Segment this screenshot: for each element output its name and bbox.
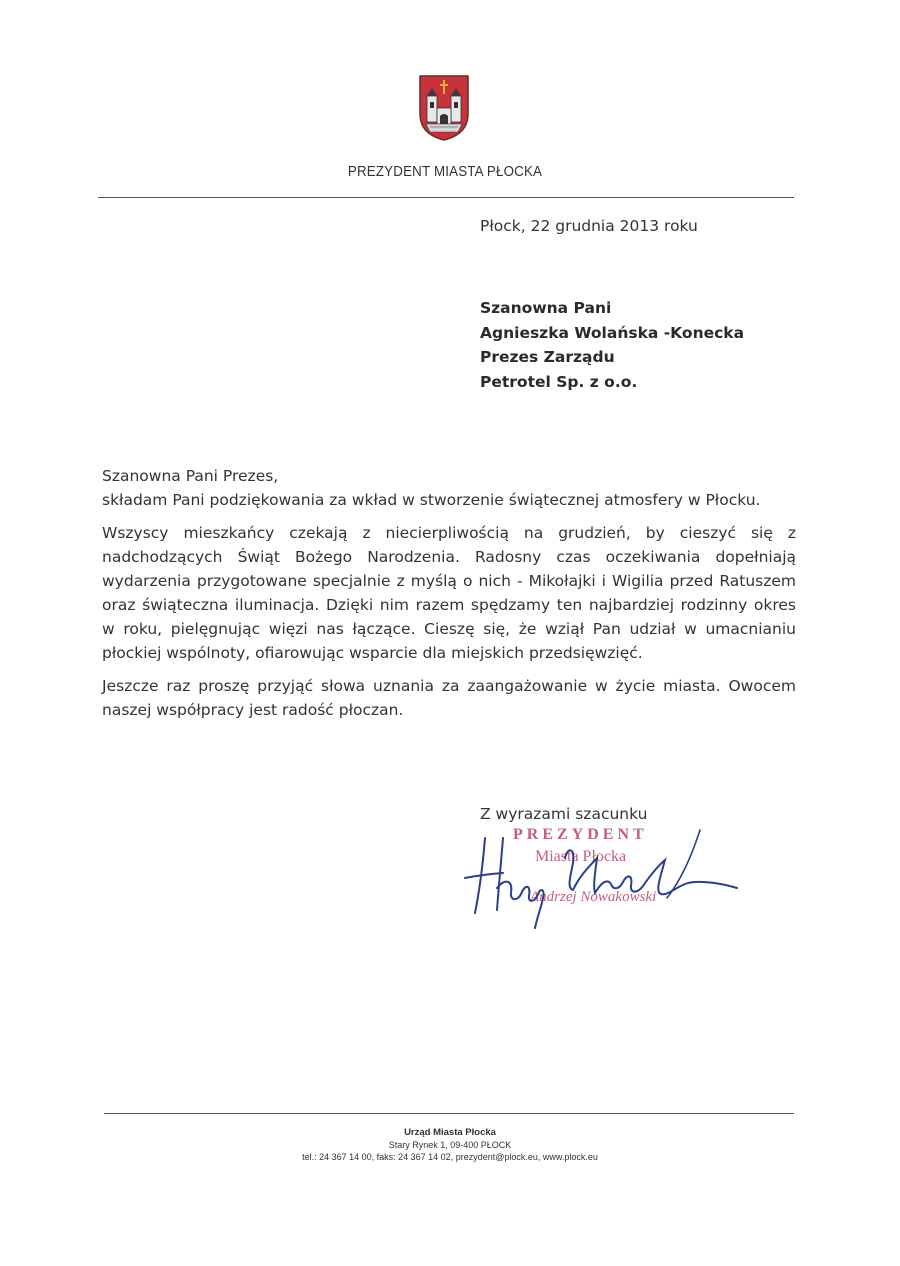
footer-contact: tel.: 24 367 14 00, faks: 24 367 14 02, prezydent@plock.eu, www.plock.eu	[302, 1152, 598, 1162]
recipient-block	[480, 296, 744, 394]
paragraph: składam Pani podziękowania za wkład w stworzenie świątecznej atmosfery w Płocku.	[102, 491, 761, 509]
recipient-title: Prezes Zarządu	[480, 348, 615, 366]
footer-office-name: Urząd Miasta Płocka	[404, 1127, 496, 1138]
letter-footer	[0, 1126, 900, 1163]
handwritten-signature-icon	[455, 818, 745, 933]
closing-phrase: Z wyrazami szacunku	[480, 805, 648, 823]
letter-date: Płock, 22 grudnia 2013 roku	[480, 217, 698, 235]
stamp-office: Miasta Płocka	[535, 848, 627, 865]
plock-coat-of-arms-icon	[418, 74, 470, 142]
recipient-company: Petrotel Sp. z o.o.	[480, 372, 638, 391]
footer-divider	[104, 1113, 794, 1114]
office-title: PREZYDENT MIASTA PŁOCKA	[347, 164, 543, 180]
recipient-line: Szanowna Pani	[480, 299, 612, 317]
stamp-title: PREZYDENT	[513, 826, 648, 843]
footer-address: Stary Rynek 1, 09-400 PŁOCK	[388, 1140, 512, 1150]
paragraph: Jeszcze raz proszę przyjąć słowa uznania za zaangażowanie w życie miasta. Owocem naszej współpracy jest radość płoczan.	[102, 677, 796, 719]
recipient-name: Agnieszka Wolańska -Konecka	[480, 323, 745, 342]
header-divider	[98, 197, 794, 198]
salutation: Szanowna Pani Prezes,	[102, 467, 279, 485]
paragraph: Wszyscy mieszkańcy czekają z niecierpliwością na grudzień, by cieszyć się z nadchodzących Świąt Bożego Narodzenia. Radosny czas oczekiwania dopełniają wydarzenia przygotowane specjalnie z myślą o nich - Mikołajki i Wigilia przed Ratuszem oraz świąteczna iluminacja. Dzięki nim razem spędzamy ten najbardziej rodzinny okres w roku, pielęgnując więzi nas łączące. Cieszę się, że wziął Pan udział w umacnianiu płockiej wspólnoty, ofiarowując wsparcie dla miejskich przedsięwzięć.	[102, 524, 796, 662]
stamp-name: Andrzej Nowakowski	[530, 889, 657, 905]
letter-body	[102, 464, 796, 731]
